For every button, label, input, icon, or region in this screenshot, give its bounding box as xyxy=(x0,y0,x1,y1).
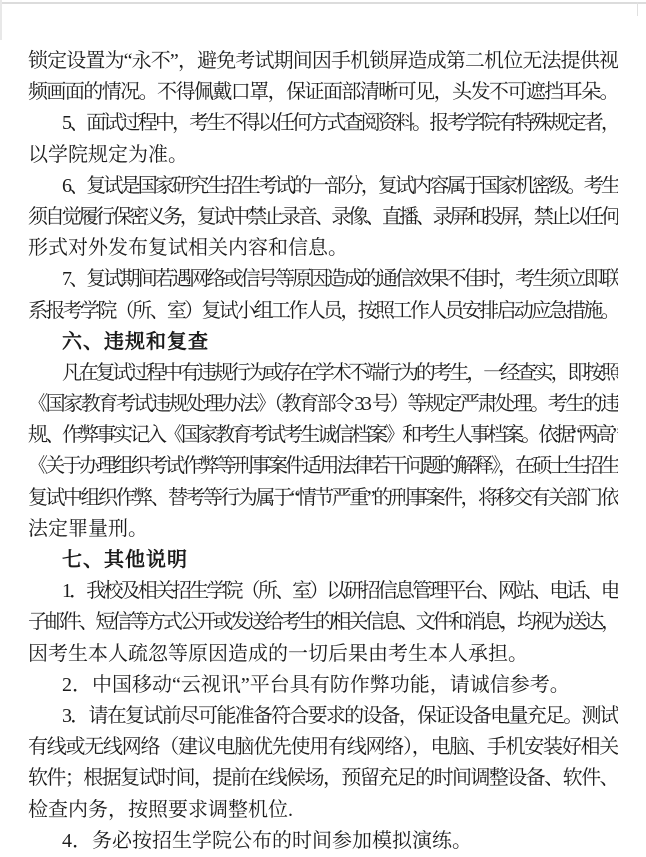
text-line: 检查内务，按照要求调整机位. xyxy=(28,798,293,821)
text-line: 软件；根据复试时间，提前在线候场，预留充足的时间调整设备、软件、 xyxy=(28,767,618,790)
text-line: 子邮件、短信等方式公开或发送给考生的相关信息、文件和消息，均视为送达， xyxy=(28,611,618,634)
text-line: 2．中国移动“云视讯”平台具有防作弊功能，请诚信参考。 xyxy=(62,673,570,696)
paragraph xyxy=(28,701,618,826)
paragraph xyxy=(28,670,618,701)
text-line: 1．我校及相关招生学院（所、室）以研招信息管理平台、网站、电话、电 xyxy=(62,580,618,603)
text-line: 法定罪量刑。 xyxy=(28,517,148,540)
text-line: 《国家教育考试违规处理办法》（教育部令 33 号）等规定严肃处理。考生的违 xyxy=(28,393,618,416)
paragraph xyxy=(28,108,618,170)
text-line: 有线或无线网络（建议电脑优先使用有线网络），电脑、手机安装好相关 xyxy=(28,736,618,759)
section-heading xyxy=(28,545,618,576)
text-line: 3．请在复试前尽可能准备符合要求的设备，保证设备电量充足。测试 xyxy=(62,704,618,727)
text-line: 凡在复试过程中有违规行为或存在学术不端行为的考生，一经查实，即按照 xyxy=(62,361,618,384)
text-line: 规、作弊事实记入《国家教育考试考生诚信档案》和考生人事档案。依据“两高” xyxy=(28,424,618,447)
section-heading xyxy=(28,327,618,358)
text-line: 《关于办理组织考试作弊等刑事案件适用法律若干问题的解释》，在硕士生招生 xyxy=(28,455,618,478)
paragraph xyxy=(28,46,618,108)
text-line: 形式对外发布复试相关内容和信息。 xyxy=(28,237,348,260)
text-line: 复试中组织作弊、替考等行为属于“情节严重”的刑事案件，将移交有关部门依 xyxy=(28,486,618,509)
heading-text: 六、违规和复查 xyxy=(62,330,209,353)
text-line: 因考生本人疏忽等原因造成的一切后果由考生本人承担。 xyxy=(28,642,528,665)
paragraph xyxy=(28,171,618,265)
paragraph xyxy=(28,576,618,670)
text-line: 5、面试过程中，考生不得以任何方式查阅资料。报考学院有特殊规定者， xyxy=(62,112,618,135)
text-line: 4．务必按招生学院公布的时间参加模拟演练。 xyxy=(62,829,472,852)
paragraph xyxy=(28,826,618,857)
heading-text: 七、其他说明 xyxy=(62,549,188,571)
text-line: 锁定设置为“永不”，避免考试期间因手机锁屏造成第二机位无法提供视 xyxy=(28,50,618,72)
text-line: 频画面的情况。不得佩戴口罩，保证面部清晰可见，头发不可遮挡耳朵。 xyxy=(28,81,618,104)
text-line: 7、复试期间若遇网络或信号等原因造成的通信效果不佳时，考生须立即联 xyxy=(62,268,618,291)
text-line: 须自觉履行保密义务，复试中禁止录音、录像、直播、录屏和投屏，禁止以任何 xyxy=(28,205,618,228)
text-line: 系报考学院（所、室）复试小组工作人员，按照工作人员安排启动应急措施。 xyxy=(28,299,618,322)
text-line: 以学院规定为准。 xyxy=(28,143,188,166)
text-line: 6、复试是国家研究生招生考试的一部分，复试内容属于国家机密级。考生 xyxy=(62,174,618,197)
paragraph xyxy=(28,264,618,326)
paragraph xyxy=(28,358,618,545)
